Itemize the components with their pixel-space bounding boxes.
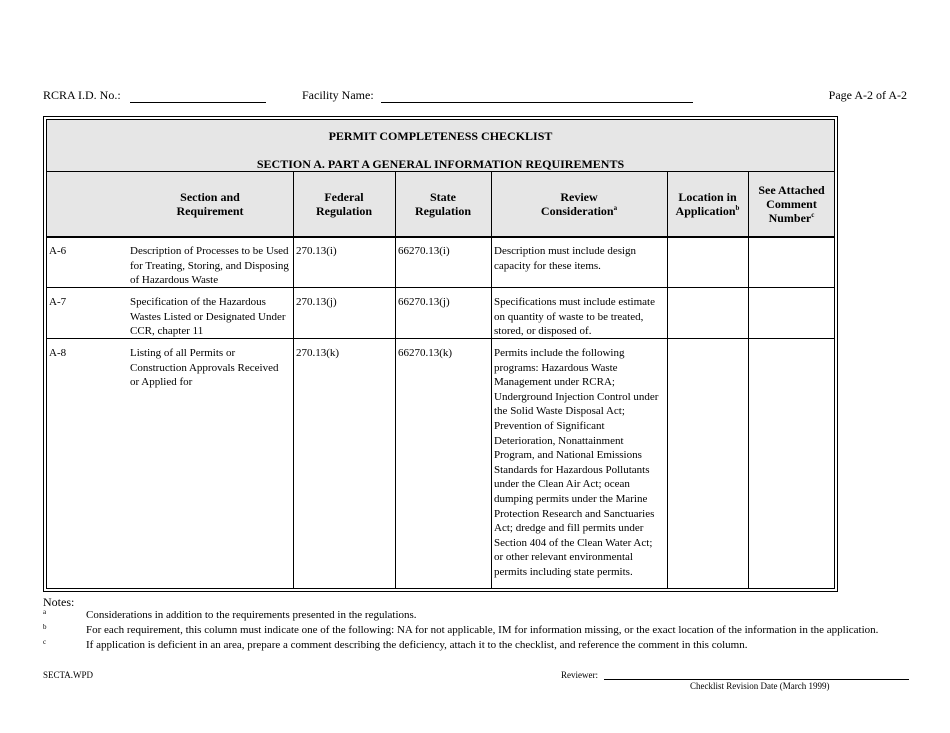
row-state: 66270.13(k) bbox=[398, 347, 453, 359]
row-id: A-6 bbox=[49, 245, 67, 257]
row-federal: 270.13(i) bbox=[296, 245, 337, 257]
column-header-row bbox=[47, 172, 834, 238]
row-requirement: Description of Processes to be Used for Treating, Storing, and Disposing of Hazardous Waste bbox=[130, 245, 289, 287]
reviewer-field bbox=[561, 670, 909, 680]
row-review: Specifications must include estimate on quantity of waste to be treated, stored, or disposed of. bbox=[494, 296, 655, 338]
col-header-state: State Regulation bbox=[414, 190, 471, 218]
page-number: Page A-2 of A-2 bbox=[828, 88, 907, 102]
row-federal: 270.13(j) bbox=[296, 296, 337, 308]
row-review: Description must include design capacity for these items. bbox=[494, 245, 637, 272]
note-mark: a bbox=[43, 608, 47, 616]
reviewer-label: Reviewer: bbox=[561, 670, 598, 680]
checklist-title: PERMIT COMPLETENESS CHECKLIST bbox=[328, 129, 553, 143]
col-divider bbox=[491, 172, 492, 588]
note-text: If application is deficient in an area, prepare a comment describing the deficiency, attach it to the checklist, and reference the comment in this column. bbox=[86, 639, 748, 651]
col-divider bbox=[667, 172, 668, 588]
col-header-location: Location in Application$^b$ bbox=[675, 190, 740, 218]
checklist-table bbox=[43, 116, 838, 592]
facility-name-label: Facility Name: bbox=[302, 88, 374, 102]
row-id: A-7 bbox=[49, 296, 67, 308]
row-state: 66270.13(i) bbox=[398, 245, 450, 257]
row-id: A-8 bbox=[49, 347, 67, 359]
rcra-id-label: RCRA I.D. No.: bbox=[43, 88, 121, 102]
notes-heading: Notes: bbox=[43, 595, 75, 609]
col-header-section: Section and Requirement bbox=[176, 190, 244, 218]
col-header-review: Review Consideration$^a$ bbox=[540, 190, 618, 218]
row-requirement: Specification of the Hazardous Wastes Listed or Designated Under CCR, chapter 11 bbox=[130, 296, 286, 338]
note-text: Considerations in addition to the requirements presented in the regulations. bbox=[86, 609, 417, 621]
table-banner bbox=[47, 120, 834, 172]
col-divider bbox=[748, 172, 749, 588]
row-review: Permits include the following programs: Hazardous Waste Management under RCRA; Underground Injection Control under the Solid Waste Disposal Act; Prevention of Significant Deterioration, Nonattainment Program, and National Emissions Standards for Hazardous Pollutants under the Clean Air Act; ocean dumping permits under the Marine Protection Research and Sanctuaries Act; dredge and fill permits under Section 404 of the Clean Water Act; or other relevant environmental permits including state permits. bbox=[494, 347, 659, 578]
col-divider bbox=[293, 172, 294, 588]
row-federal: 270.13(k) bbox=[296, 347, 340, 359]
revision-date: Checklist Revision Date (March 1999) bbox=[690, 681, 830, 691]
col-header-comment: See Attached Comment Number$^c$ bbox=[758, 183, 825, 225]
file-name: SECTA.WPD bbox=[43, 670, 94, 680]
row-state: 66270.13(j) bbox=[398, 296, 450, 308]
reviewer-blank bbox=[604, 670, 909, 680]
note-mark: b bbox=[43, 623, 47, 631]
col-header-federal: Federal Regulation bbox=[315, 190, 372, 218]
section-title: SECTION A. PART A GENERAL INFORMATION REQUIREMENTS bbox=[256, 157, 625, 171]
rcra-id-field bbox=[43, 88, 266, 103]
facility-name-field bbox=[302, 88, 693, 103]
note-mark: c bbox=[43, 638, 47, 646]
facility-name-blank bbox=[381, 90, 693, 103]
note-text: For each requirement, this column must indicate one of the following: NA for not applicable, IM for information missing, or the exact location of the information in the application. bbox=[86, 624, 879, 636]
col-divider bbox=[395, 172, 396, 588]
rcra-id-blank bbox=[130, 90, 266, 103]
row-requirement: Listing of all Permits or Construction Approvals Received or Applied for bbox=[130, 347, 279, 389]
